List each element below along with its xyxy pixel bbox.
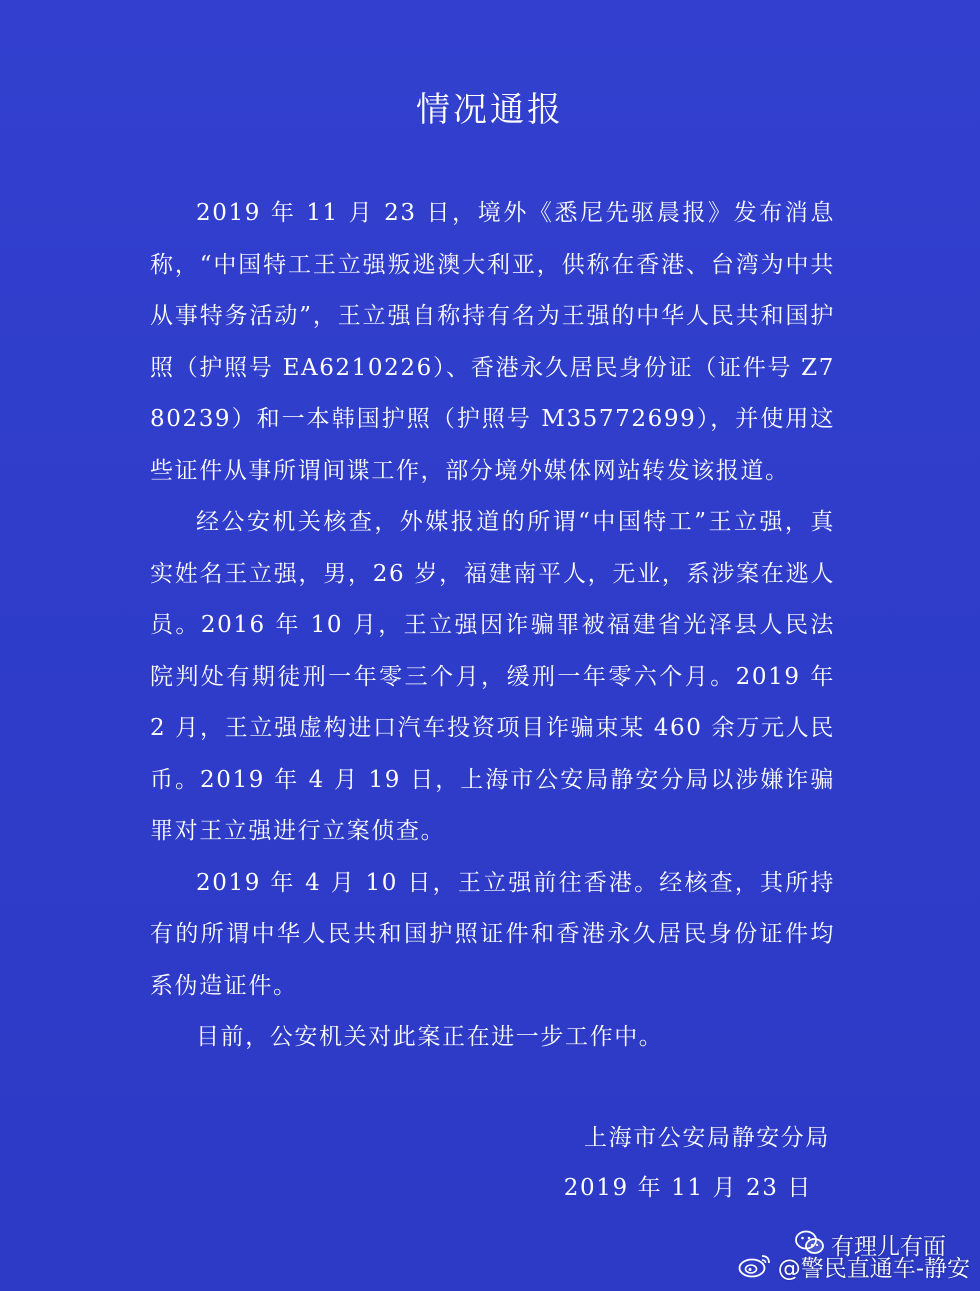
signature-date: 2019 年 11 月 23 日 bbox=[563, 1175, 812, 1201]
weibo-account-name: @警民直通车-静安 bbox=[777, 1256, 970, 1282]
paragraph-report: 2019 年 11 月 23 日，境外《悉尼先驱晨报》发布消息称，“中国特工王立强叛逃澳大利亚，供称在香港、台湾为中共从事特务活动”，王立强自称持有名为王强的中华人民共和国护照（护照号 EA6210226）、香港永久居民身份证（证件号 Z780239）和一本韩国护照（护照号 M35772699），并使用这些证件从事所谓间谍工作，部分境外媒体网站转发该报道。 bbox=[150, 200, 835, 484]
signature-unit: 上海市公安局静安分局 bbox=[584, 1125, 830, 1151]
weibo-watermark bbox=[738, 1252, 970, 1286]
wechat-account-name: 有理儿有面 bbox=[831, 1234, 946, 1260]
notice-title: 情况通报 bbox=[416, 90, 564, 130]
paragraph-hongkong: 2019 年 4 月 10 日，王立强前往香港。经核查，其所持有的所谓中华人民共和国护照证件和香港永久居民身份证件均系伪造证件。 bbox=[150, 869, 835, 999]
weibo-icon bbox=[738, 1252, 772, 1286]
paragraph-verification: 经公安机关核查，外媒报道的所谓“中国特工”王立强，真实姓名王立强，男，26 岁，福建南平人，无业，系涉案在逃人员。2016 年 10 月，王立强因诈骗罪被福建省光泽县人民法院判处有期徒刑一年零三个月，缓刑一年零六个月。2019 年 2 月，王立强虚构进口汽车投资项目诈骗束某 460 余万元人民币。2019 年 4 月 19 日，上海市公安局静安分局以涉嫌诈骗罪对王立强进行立案侦查。 bbox=[150, 509, 835, 844]
paragraph-status: 目前，公安机关对此案正在进一步工作中。 bbox=[196, 1024, 664, 1050]
notice-body bbox=[150, 188, 835, 1064]
